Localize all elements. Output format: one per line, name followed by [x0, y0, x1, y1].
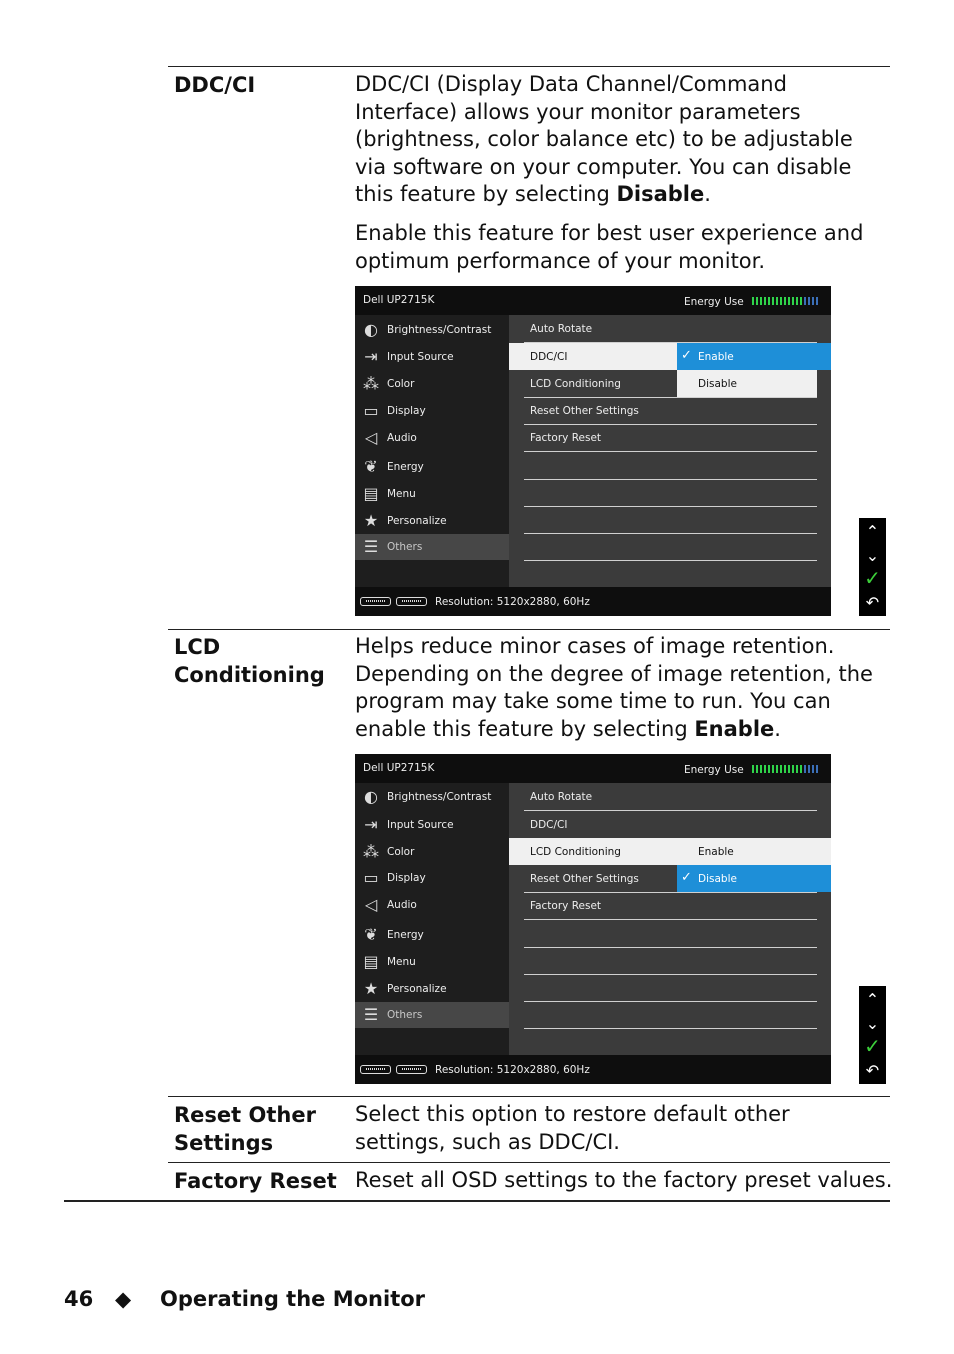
- osd-menu-menu[interactable]: [355, 949, 509, 975]
- osd-menu-label: Menu: [387, 956, 416, 968]
- osd-footer: [355, 587, 831, 616]
- brightness-icon: ◐: [364, 320, 378, 339]
- osd-submenu-label: Auto Rotate: [530, 323, 593, 335]
- check-icon[interactable]: ✓: [864, 566, 881, 590]
- osd-menu-input-source[interactable]: [355, 812, 509, 838]
- term-lcd-conditioning: [174, 633, 325, 689]
- osd-menu-personalize[interactable]: [355, 508, 509, 534]
- osd-submenu-ddc-ci-selected[interactable]: [509, 343, 677, 370]
- osd-option-label: Enable: [698, 351, 734, 363]
- osd-option-label: Disable: [698, 378, 737, 390]
- osd-option-enable-selected[interactable]: [677, 343, 831, 370]
- audio-icon: ◁: [364, 428, 378, 447]
- menu-icon: ▤: [363, 484, 379, 503]
- osd-menu-display[interactable]: [355, 865, 509, 891]
- displayport-icon: [360, 1065, 391, 1074]
- osd-screenshot-ddc: [355, 286, 831, 616]
- osd-submenu-label: Auto Rotate: [530, 791, 593, 803]
- audio-icon: ◁: [364, 895, 378, 914]
- table-rule: [168, 1162, 890, 1163]
- desc-ddc-ci-text: DDC/CI (Display Data Channel/Command Interface) allows your monitor parameters (brightness, color balance etc) to be adjustable via software on your computer. You can disable this feature by selecting: [355, 72, 853, 206]
- osd-menu-input-source[interactable]: [355, 344, 509, 370]
- osd-main-menu: [355, 315, 509, 587]
- osd-resolution: Resolution: 5120x2880, 60Hz: [435, 596, 590, 608]
- osd-menu-label: Display: [387, 405, 426, 417]
- desc-ddc-ci: [355, 71, 885, 209]
- personalize-star-icon: ★: [363, 979, 379, 998]
- osd-menu-label: Color: [387, 846, 415, 858]
- term-factory-reset: Factory Reset: [174, 1169, 337, 1193]
- osd-screenshot-lcd: [355, 754, 831, 1084]
- osd-model: Dell UP2715K: [363, 762, 435, 774]
- desc-ddc-ci-period: .: [704, 182, 711, 206]
- osd-menu-label: Audio: [387, 899, 417, 911]
- term-line: LCD: [174, 635, 221, 659]
- term-ddc-ci: DDC/CI: [174, 73, 256, 97]
- osd-option-disable-selected[interactable]: [677, 865, 831, 892]
- osd-option-label: Enable: [698, 846, 734, 858]
- osd-menu-label: Input Source: [387, 351, 454, 363]
- desc-factory-reset: Reset all OSD settings to the factory preset values.: [355, 1168, 893, 1192]
- check-icon: ✓: [681, 348, 692, 363]
- desc-ddc-ci-p2: Enable this feature for best user experience and optimum performance of your monitor.: [355, 221, 864, 273]
- osd-header: [355, 754, 831, 783]
- osd-main-menu: [355, 783, 509, 1055]
- osd-submenu-label: Reset Other Settings: [530, 405, 639, 417]
- osd-menu-color[interactable]: [355, 839, 509, 865]
- energy-meter: [752, 765, 819, 773]
- osd-menu-label: Display: [387, 872, 426, 884]
- osd-menu-label: Input Source: [387, 819, 454, 831]
- table-rule: [168, 1096, 890, 1097]
- term-line: Reset Other: [174, 1103, 316, 1127]
- check-icon: ✓: [681, 870, 692, 885]
- input-source-icon: ⇥: [364, 347, 378, 366]
- table-rule-top: [168, 66, 890, 67]
- osd-submenu-empty: [524, 920, 817, 948]
- displayport-icon: [396, 1065, 427, 1074]
- osd-menu-label: Others: [387, 541, 423, 553]
- up-arrow-icon[interactable]: ⌃: [865, 990, 880, 1009]
- color-icon: ⁂: [363, 374, 379, 393]
- osd-submenu-label: DDC/CI: [530, 351, 568, 363]
- osd-menu-others[interactable]: [355, 1002, 509, 1028]
- osd-menu-others[interactable]: [355, 534, 509, 560]
- osd-menu-audio[interactable]: [355, 892, 509, 918]
- osd-nav-buttons: [859, 518, 886, 616]
- desc-lcd-conditioning: [355, 633, 885, 743]
- osd-submenu-label: LCD Conditioning: [530, 378, 621, 390]
- osd-menu-brightness[interactable]: [355, 784, 509, 810]
- osd-menu-label: Energy: [387, 461, 424, 473]
- display-icon: ▭: [363, 401, 379, 420]
- personalize-star-icon: ★: [363, 511, 379, 530]
- up-arrow-icon[interactable]: ⌃: [865, 522, 880, 541]
- osd-energy-label: Energy Use: [684, 764, 744, 776]
- color-icon: ⁂: [363, 842, 379, 861]
- others-sliders-icon: ☰: [363, 537, 379, 556]
- back-icon[interactable]: ↶: [865, 593, 880, 612]
- osd-menu-brightness[interactable]: [355, 317, 509, 343]
- osd-nav-buttons: [859, 986, 886, 1084]
- osd-submenu-empty: [524, 974, 817, 1002]
- osd-submenu-factory-reset[interactable]: [524, 424, 817, 452]
- osd-menu-label: Brightness/Contrast: [387, 791, 492, 803]
- osd-footer: [355, 1055, 831, 1084]
- osd-submenu-empty: [524, 452, 817, 480]
- desc-reset-other-settings: Select this option to restore default other settings, such as DDC/CI.: [355, 1102, 790, 1154]
- osd-menu-label: Personalize: [387, 983, 447, 995]
- diamond-bullet-icon: ◆: [115, 1287, 132, 1311]
- energy-meter: [752, 297, 819, 305]
- osd-menu-label: Others: [387, 1009, 423, 1021]
- osd-header: [355, 286, 831, 315]
- osd-menu-color[interactable]: [355, 371, 509, 397]
- displayport-icon: [396, 597, 427, 606]
- desc-lcd-period: .: [774, 716, 781, 741]
- table-rule-bottom: [64, 1200, 890, 1202]
- osd-menu-energy[interactable]: [355, 922, 509, 948]
- osd-submenu-empty: [524, 1001, 817, 1029]
- check-icon[interactable]: ✓: [864, 1034, 881, 1058]
- osd-submenu-auto-rotate[interactable]: [524, 783, 817, 811]
- osd-menu-label: Audio: [387, 432, 417, 444]
- osd-submenu-empty: [524, 947, 817, 975]
- osd-menu-menu[interactable]: [355, 481, 509, 507]
- osd-energy-label: Energy Use: [684, 296, 744, 308]
- osd-menu-label: Brightness/Contrast: [387, 324, 492, 336]
- energy-icon: ❦: [364, 457, 378, 476]
- osd-model: Dell UP2715K: [363, 294, 435, 306]
- osd-submenu-label: DDC/CI: [530, 819, 568, 831]
- osd-submenu-label: LCD Conditioning: [530, 846, 621, 858]
- page-number: 46: [64, 1287, 94, 1311]
- term-line: Settings: [174, 1131, 274, 1155]
- osd-menu-display[interactable]: [355, 398, 509, 424]
- table-rule: [168, 629, 890, 630]
- back-icon[interactable]: ↶: [865, 1061, 880, 1080]
- others-sliders-icon: ☰: [363, 1005, 379, 1024]
- osd-submenu-label: Factory Reset: [530, 900, 602, 912]
- osd-menu-label: Personalize: [387, 515, 447, 527]
- osd-submenu-ddc-ci[interactable]: [524, 811, 817, 839]
- osd-submenu-label: Reset Other Settings: [530, 873, 639, 885]
- osd-menu-audio[interactable]: [355, 425, 509, 451]
- osd-option-disable[interactable]: [677, 370, 817, 397]
- osd-resolution: Resolution: 5120x2880, 60Hz: [435, 1064, 590, 1076]
- osd-menu-label: Color: [387, 378, 415, 390]
- desc-ddc-ci-bold: Disable: [616, 182, 705, 206]
- osd-submenu-auto-rotate[interactable]: [524, 315, 817, 343]
- osd-option-enable[interactable]: [677, 838, 831, 865]
- input-source-icon: ⇥: [364, 815, 378, 834]
- osd-submenu-empty: [524, 533, 817, 561]
- term-reset-other-settings: [174, 1101, 316, 1157]
- osd-submenu-empty: [524, 479, 817, 507]
- osd-option-label: Disable: [698, 873, 737, 885]
- menu-icon: ▤: [363, 952, 379, 971]
- osd-menu-energy[interactable]: [355, 454, 509, 480]
- section-title: Operating the Monitor: [160, 1287, 426, 1311]
- desc-lcd-bold: Enable: [694, 716, 775, 741]
- osd-menu-personalize[interactable]: [355, 976, 509, 1002]
- energy-icon: ❦: [364, 925, 378, 944]
- displayport-icon: [360, 597, 391, 606]
- display-icon: ▭: [363, 868, 379, 887]
- osd-menu-label: Energy: [387, 929, 424, 941]
- desc-lcd-text: Helps reduce minor cases of image retention. Depending on the degree of image retention, the program may take some time to run. You can enable this feature by selecting: [355, 634, 873, 741]
- osd-submenu-empty: [524, 506, 817, 534]
- down-arrow-icon[interactable]: ⌄: [865, 1014, 880, 1033]
- down-arrow-icon[interactable]: ⌄: [865, 546, 880, 565]
- osd-submenu-label: Factory Reset: [530, 432, 602, 444]
- brightness-icon: ◐: [364, 787, 378, 806]
- osd-menu-label: Menu: [387, 488, 416, 500]
- osd-submenu-factory-reset[interactable]: [524, 892, 817, 920]
- osd-submenu-reset-other[interactable]: [524, 397, 817, 425]
- term-line: Conditioning: [174, 663, 325, 687]
